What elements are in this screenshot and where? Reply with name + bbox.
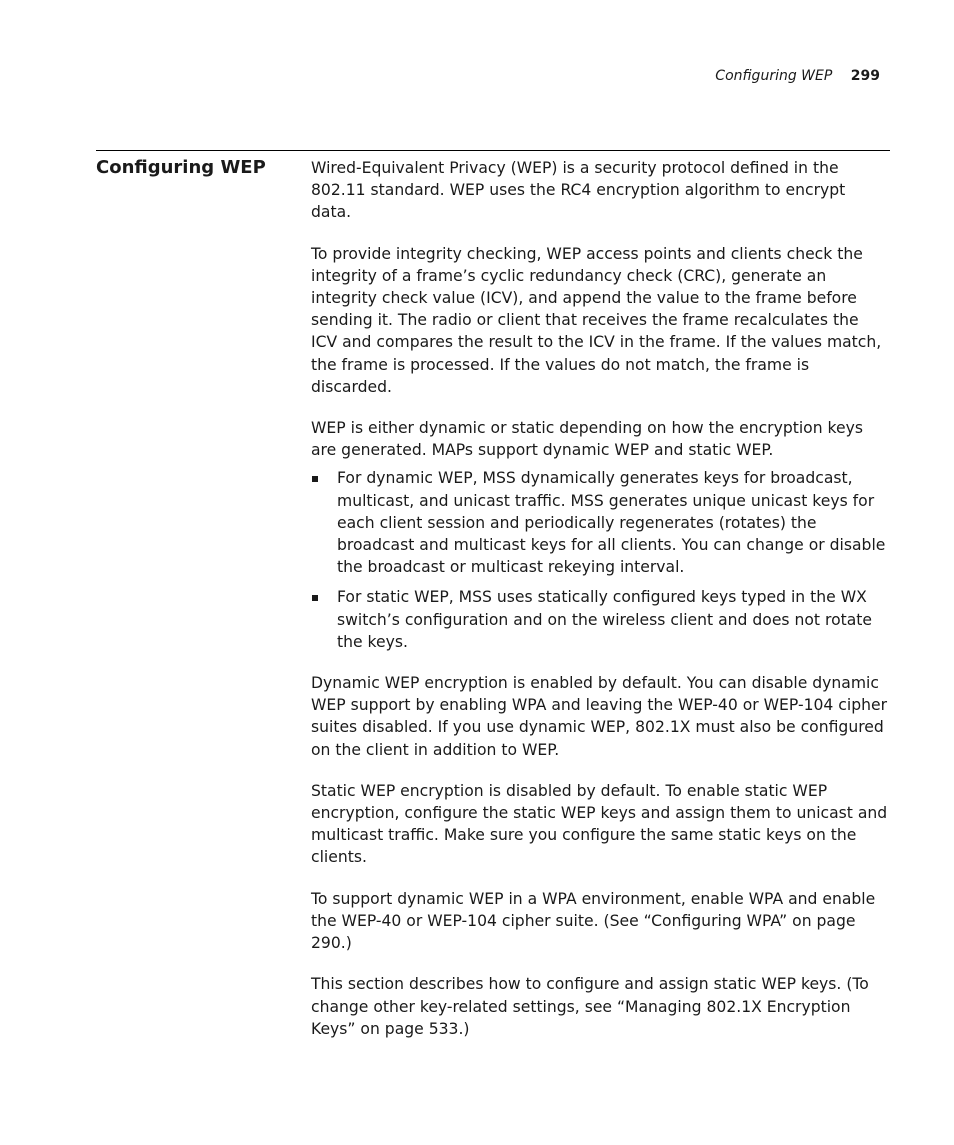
section-body (311, 157, 889, 1059)
paragraph-dynamic-wep-default: Dynamic WEP encryption is enabled by default. You can disable dynamic WEP support by enabling WPA and leaving the WEP-40 or WEP-104 cipher suites disabled. If you use dynamic WEP, 802.1X must also be configured on the client in addition to WEP. (311, 674, 887, 759)
page-number: 299 (850, 68, 880, 84)
list-item-text: For dynamic WEP, MSS dynamically generates keys for broadcast, multicast, and unicast traffic. MSS generates unique unicast keys for each client session and periodically regenerates (rotates) the broadcast and multicast keys for all clients. You can change or disable the broadcast or multicast rekeying interval. (337, 469, 886, 577)
section-heading: Configuring WEP (96, 157, 266, 178)
list-item-text: For static WEP, MSS uses statically configured keys typed in the WX switch’s configuration and on the wireless client and does not rotate the keys. (337, 588, 872, 651)
square-bullet-icon (312, 476, 318, 482)
running-header-title: Configuring WEP (715, 68, 833, 84)
paragraph-wpa-environment: To support dynamic WEP in a WPA environment, enable WPA and enable the WEP-40 or WEP-104 cipher suite. (See “Configuring WPA” on page 290.) (311, 889, 876, 953)
list-item (311, 586, 889, 653)
paragraph-section-scope: This section describes how to configure and assign static WEP keys. (To change other key-related settings, see “Managing 802.1X Encryption Keys” on page 533.) (311, 975, 869, 1038)
wep-types-list (311, 467, 889, 653)
section-divider (96, 150, 890, 151)
square-bullet-icon (312, 595, 318, 601)
running-header (715, 66, 880, 86)
paragraph-integrity-checking: To provide integrity checking, WEP access points and clients check the integrity of a frame’s cyclic redundancy check (CRC), generate an integrity check value (ICV), and append the value to the frame before sending it. The radio or client that receives the frame recalculates the ICV and compares the result to the ICV in the frame. If the values match, the frame is processed. If the values do not match, the frame is discarded. (311, 244, 882, 396)
paragraph-static-wep-default: Static WEP encryption is disabled by default. To enable static WEP encryption, configure the static WEP keys and assign them to unicast and multicast traffic. Make sure you configure the same static keys on the clients. (311, 781, 888, 867)
paragraph-wep-intro: Wired-Equivalent Privacy (WEP) is a security protocol defined in the 802.11 standard. WEP uses the RC4 encryption algorithm to encrypt data. (311, 159, 846, 222)
list-item (311, 467, 889, 578)
paragraph-dynamic-or-static: WEP is either dynamic or static depending on how the encryption keys are generated. MAPs support dynamic WEP and static WEP. (311, 419, 863, 460)
